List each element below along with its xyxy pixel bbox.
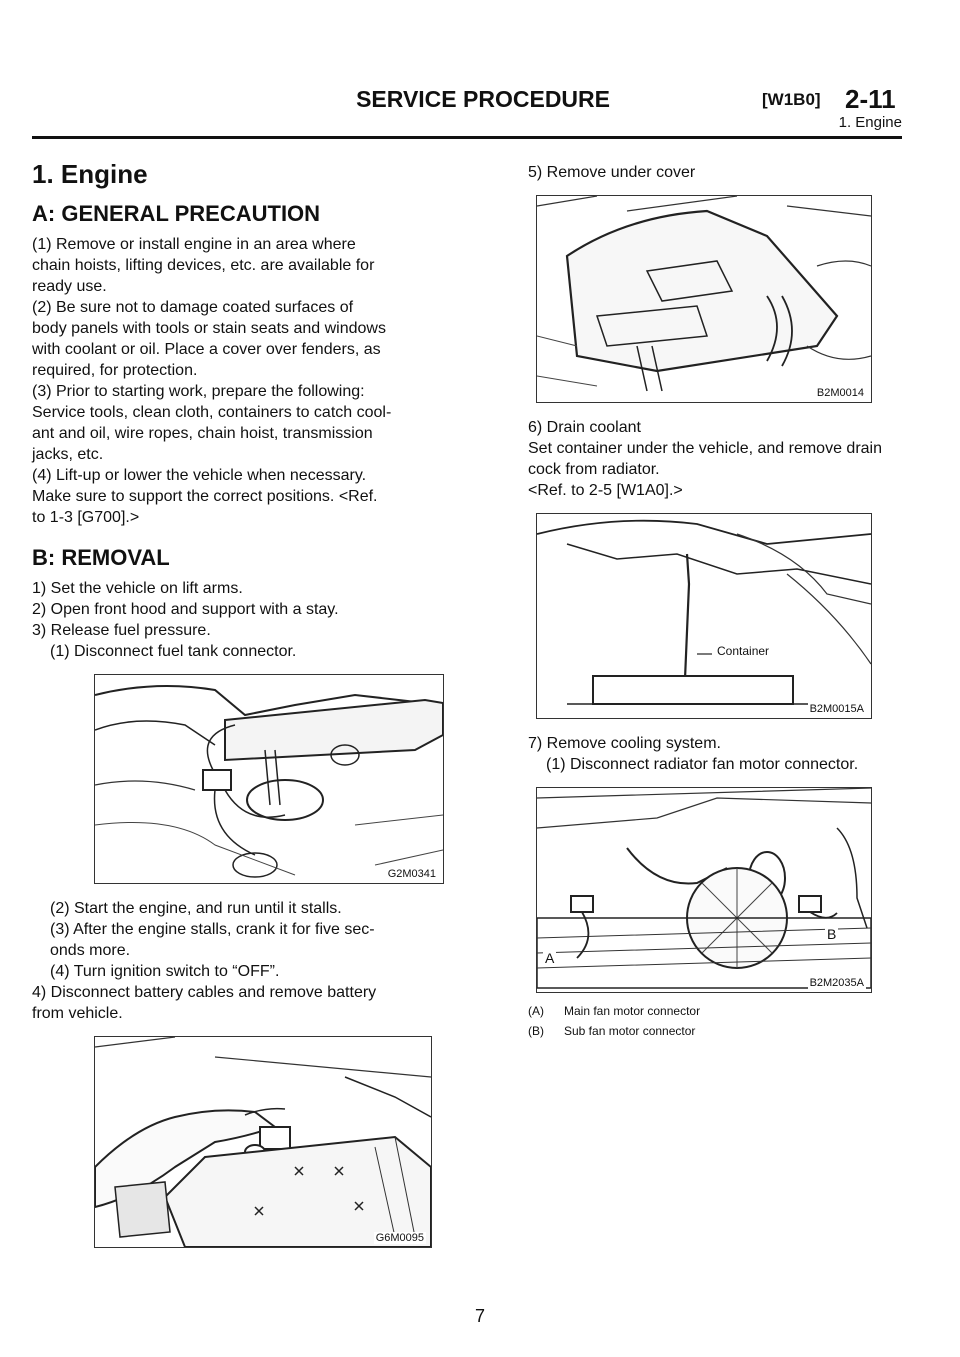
text-line: body panels with tools or stain seats and windows: [32, 320, 386, 337]
text-line: ready use.: [32, 278, 107, 295]
step-line: Set container under the vehicle, and remove drain: [528, 440, 882, 457]
fig-label-a: A: [545, 950, 555, 966]
text-line: required, for protection.: [32, 362, 198, 379]
figure-code: G2M0341: [387, 868, 436, 880]
legend-key: (A): [528, 1004, 544, 1018]
drain-coolant-illustration: [537, 514, 871, 718]
figure-code: B2M0015A: [809, 703, 864, 715]
step-line: 2) Open front hood and support with a stay.: [32, 601, 339, 618]
text-line: (2) Be sure not to damage coated surfaces of: [32, 299, 354, 316]
text-line: Make sure to support the correct positions. <Ref.: [32, 488, 378, 505]
step-line: cock from radiator.: [528, 461, 660, 478]
substep-line: (4) Turn ignition switch to “OFF”.: [50, 963, 280, 980]
figure-legend: [528, 1001, 903, 1041]
legend-text: Main fan motor connector: [564, 1004, 701, 1018]
header-rule: [32, 136, 902, 139]
text-line: ant and oil, wire ropes, chain hoist, transmission: [32, 425, 373, 442]
figure-fan-motor-connector: [536, 787, 872, 993]
right-column: [528, 162, 903, 1041]
removal-heading: B: REMOVAL: [32, 545, 170, 570]
text-line: chain hoists, lifting devices, etc. are available for: [32, 257, 375, 274]
fig-label-b: B: [827, 926, 837, 942]
text-line: (4) Lift-up or lower the vehicle when necessary.: [32, 467, 367, 484]
text-line: to 1-3 [G700].>: [32, 509, 140, 526]
under-cover-illustration: [537, 196, 871, 402]
step-line: 3) Release fuel pressure.: [32, 622, 211, 639]
text-line: (3) Prior to starting work, prepare the following:: [32, 383, 365, 400]
substep-line: (3) After the engine stalls, crank it for five sec-: [50, 921, 375, 938]
legend-item: [528, 1021, 903, 1041]
figure-drain-coolant: [536, 513, 872, 719]
figure-fuel-tank-connector: [94, 674, 444, 884]
text-line: with coolant or oil. Place a cover over fenders, as: [32, 341, 381, 358]
substep-line: (1) Disconnect radiator fan motor connector.: [546, 756, 859, 773]
substep-line: (1) Disconnect fuel tank connector.: [50, 643, 297, 660]
text-line: Service tools, clean cloth, containers to catch cool-: [32, 404, 392, 421]
container-label: Container: [717, 644, 770, 658]
figure-under-cover: [536, 195, 872, 403]
page-header-title: SERVICE PROCEDURE: [356, 86, 610, 112]
left-column: [32, 158, 457, 1262]
legend-text: Sub fan motor connector: [564, 1024, 696, 1038]
step-line: <Ref. to 2-5 [W1A0].>: [528, 482, 683, 499]
legend-key: (B): [528, 1024, 544, 1038]
figure-battery-removal: [94, 1036, 432, 1248]
header-subtitle: 1. Engine: [838, 114, 902, 131]
step-line: 1) Set the vehicle on lift arms.: [32, 580, 243, 597]
header-code: [W1B0]: [762, 90, 821, 109]
text-line: (1) Remove or install engine in an area where: [32, 236, 356, 253]
step-line: from vehicle.: [32, 1005, 123, 1022]
figure-code: B2M0014: [816, 387, 864, 399]
legend-item: [528, 1001, 903, 1021]
step-line: 7) Remove cooling system.: [528, 735, 721, 752]
text-line: jacks, etc.: [32, 446, 104, 463]
step-line: 6) Drain coolant: [528, 419, 641, 436]
fan-motor-connector-illustration: [537, 788, 871, 992]
general-precaution-heading: A: GENERAL PRECAUTION: [32, 201, 321, 226]
general-precaution-text: [32, 234, 457, 528]
header-section-number: 2-11: [845, 84, 896, 114]
substep-line: onds more.: [50, 942, 131, 959]
substep-line: (2) Start the engine, and run until it stalls.: [50, 900, 342, 917]
step-line: 5) Remove under cover: [528, 164, 696, 181]
figure-code: G6M0095: [375, 1232, 424, 1244]
step-line: 4) Disconnect battery cables and remove battery: [32, 984, 377, 1001]
section-title: 1. Engine: [32, 159, 148, 189]
fuel-tank-connector-illustration: [95, 675, 443, 883]
figure-code: B2M2035A: [809, 977, 864, 989]
page-number: 7: [474, 1306, 485, 1326]
battery-removal-illustration: [95, 1037, 431, 1247]
